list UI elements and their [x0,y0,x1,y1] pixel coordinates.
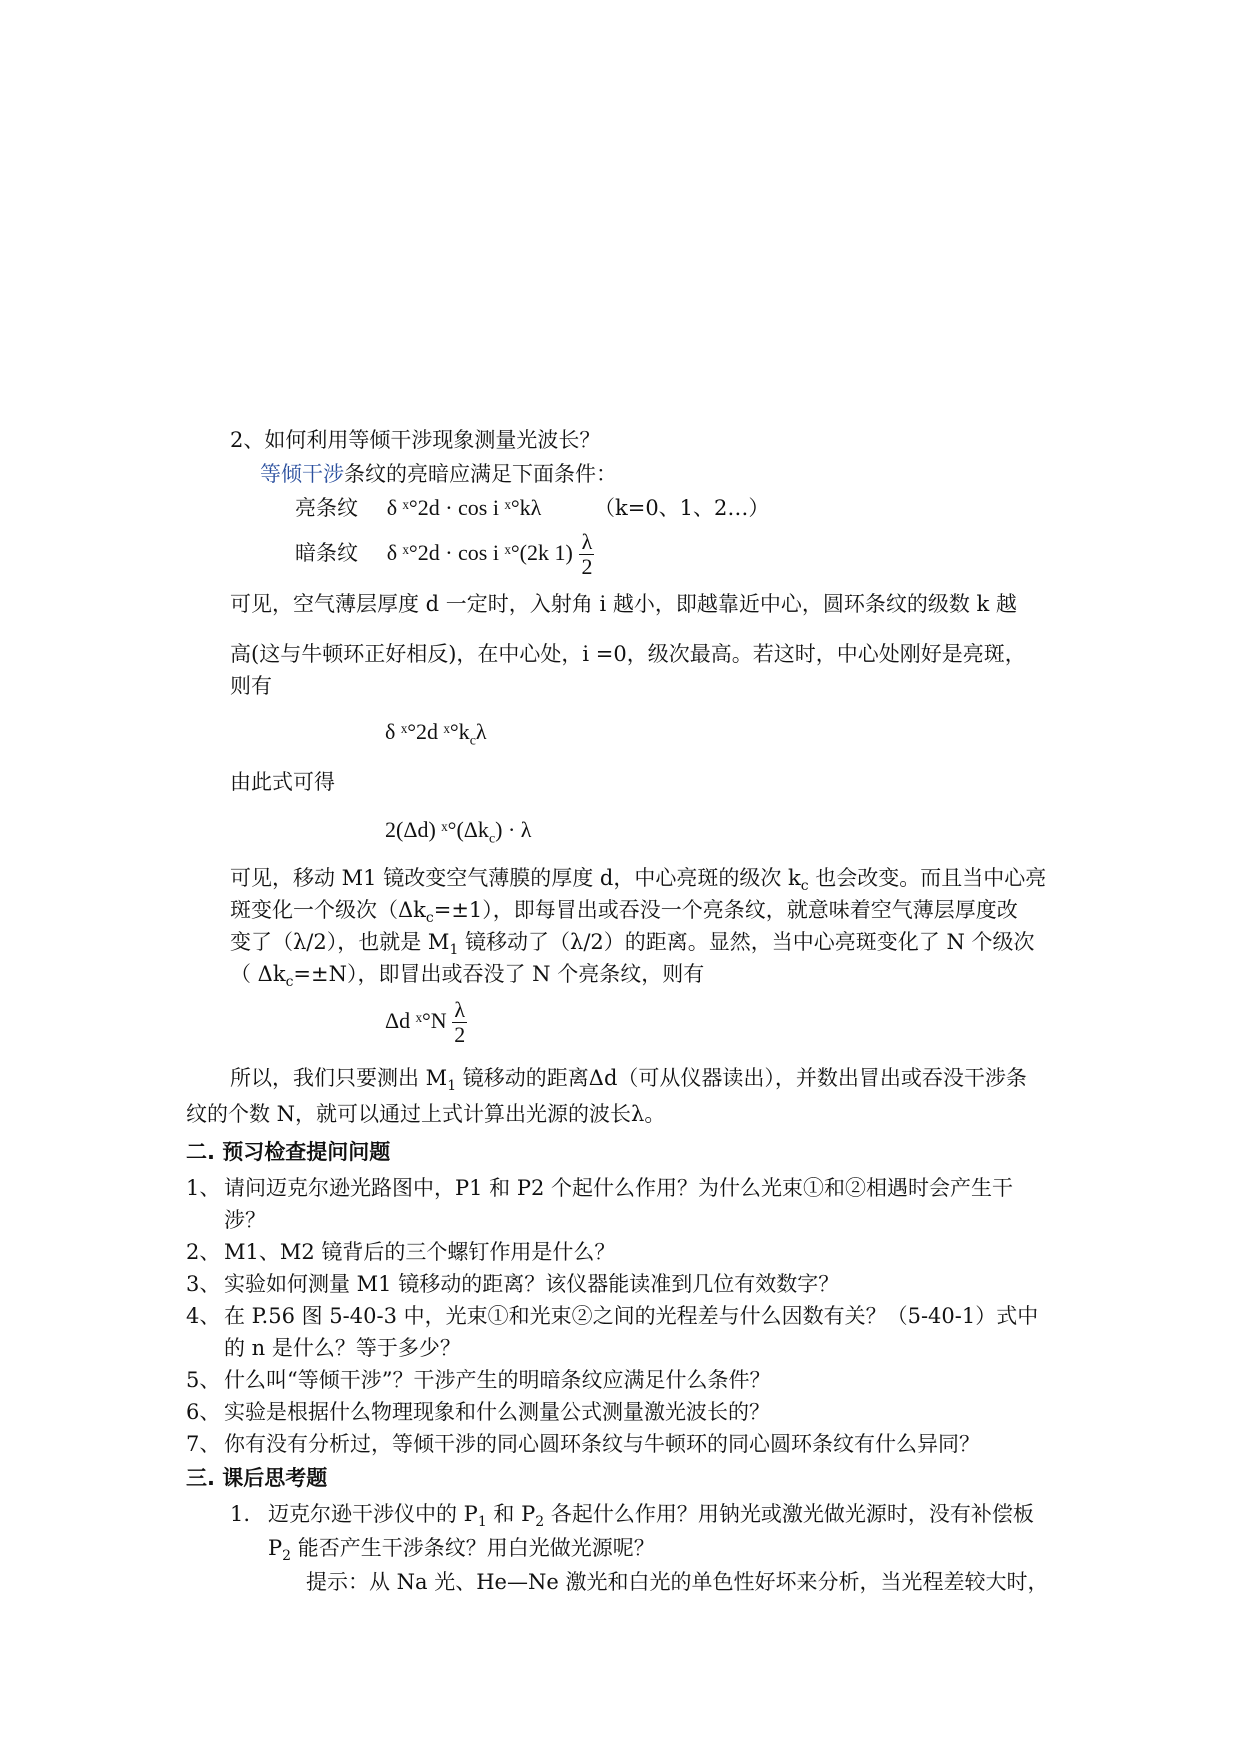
final-formula [385,996,467,1047]
s3-q1-num: 1. [230,1502,251,1526]
final-denominator: 2 [454,1022,466,1048]
bright-fringe-row [295,494,769,522]
s2-item1-line1: 请问迈克尔逊光路图中，P1 和 P2 个起什么作用？为什么光束①和②相遇时会产生干 [224,1176,1014,1200]
para2-line2-a: 斑变化一个级次（Δk [230,898,426,922]
s2-item4-line2: 的 n 是什么？等于多少？ [224,1336,461,1360]
s2-item6-line1: 实验是根据什么物理现象和什么测量公式测量激光波长的？ [224,1400,770,1424]
s3-q1-line1 [268,1500,1034,1536]
conclusion-line1-sub: 1 [447,1078,457,1095]
final-formula-main: Δd ˣ°N [385,1008,447,1033]
conclusion-line1 [230,1064,1027,1100]
dark-denominator: 2 [581,554,593,579]
s3-q1-line1-c: 各起什么作用？用钠光或激光做光源时，没有补偿板 [544,1502,1034,1526]
para2-line2-sub: c [425,910,434,927]
para2-line3-a: 变了（λ/2），也就是 M [230,930,450,954]
derive-text: 由此式可得 [230,770,335,794]
para2-line2 [230,896,1018,932]
para2-line2-b: =±1），即每冒出或吞没一个亮条纹，就意味着空气薄层厚度改 [433,898,1018,922]
s2-item6-num: 6、 [186,1400,221,1424]
s2-item4-num: 4、 [186,1304,221,1328]
s3-q1-line2 [268,1534,655,1570]
para2-line4 [230,960,704,996]
intro-rest: 条纹的亮暗应满足下面条件： [344,462,617,486]
para1-line3: 则有 [230,674,272,698]
final-numerator: λ [452,998,467,1023]
s2-item7-line1: 你有没有分析过，等倾干涉的同心圆环条纹与牛顿环的同心圆环条纹有什么异同？ [224,1432,980,1456]
section2-heading: 二. 预习检查提问问题 [186,1140,391,1164]
bright-label: 亮条纹 [295,496,358,520]
final-fraction [452,998,467,1047]
s2-item5-num: 5、 [186,1368,221,1392]
question-2-title: 2、如何利用等倾干涉现象测量光波长？ [230,428,601,452]
conclusion-line2: 纹的个数 N，就可以通过上式计算出光源的波长λ。 [186,1102,666,1126]
s3-q1-line1-a: 迈克尔逊干涉仪中的 P [268,1502,478,1526]
para2-line1-tail: 也会改变。而且当中心亮 [808,866,1047,890]
delta-formula-sub: c [488,831,496,847]
dark-fringe-row [295,528,594,579]
s3-q1-line2-b: 能否产生干涉条纹？用白光做光源呢？ [291,1536,655,1560]
s2-item5-line1: 什么叫“等倾干涉”？干涉产生的明暗条纹应满足什么条件？ [224,1368,771,1392]
center-formula [385,718,487,755]
dark-formula: δ ˣ°2d · cos i ˣ°(2k 1) [386,540,573,565]
para2-line3 [230,928,1035,964]
s2-item1-line2: 涉？ [224,1208,266,1232]
para2-line4-sub: c [285,974,294,991]
delta-formula-tail: ) · λ [495,817,532,842]
s2-item7-num: 7、 [186,1432,221,1456]
para2-line1 [230,864,1046,900]
s2-item3-num: 3、 [186,1272,221,1296]
delta-formula-main: 2(Δd) ˣ°(Δk [385,817,489,842]
center-formula-main: δ ˣ°2d ˣ°k [385,719,470,744]
s3-q1-line1-sub1: 1 [477,1514,487,1531]
para2-line1-sub: c [800,878,809,895]
s2-item4-line1: 在 P.56 图 5-40-3 中，光束①和光束②之间的光程差与什么因数有关？（5-40-1）式中 [224,1304,1039,1328]
para2-line4-b: =±N），即冒出或吞没了 N 个亮条纹，则有 [293,962,705,986]
s2-item2-line1: M1、M2 镜背后的三个螺钉作用是什么？ [224,1240,616,1264]
s2-item2-num: 2、 [186,1240,221,1264]
s2-item1-num: 1、 [186,1176,221,1200]
s3-q1-line1-sub2: 2 [535,1514,545,1531]
bright-note: （k=0、1、2…） [594,496,770,520]
para2-line3-sub: 1 [449,942,459,959]
bright-formula: δ ˣ°2d · cos i ˣ°kλ [386,495,542,520]
delta-formula [385,816,531,853]
dark-numerator: λ [579,530,594,555]
dark-fraction [579,530,594,579]
s3-q1-line1-b: 和 P [486,1502,536,1526]
conclusion-line1-a: 所以，我们只要测出 M [230,1066,448,1090]
para2-line4-a: （ Δk [230,962,286,986]
intro-line [260,460,617,488]
center-formula-sub: c [469,733,476,749]
dark-label: 暗条纹 [295,541,358,565]
para2-line1-text: 可见，移动 M1 镜改变空气薄膜的厚度 d，中心亮斑的级次 k [230,866,801,890]
section3-heading: 三. 课后思考题 [186,1466,328,1490]
intro-link[interactable]: 等倾干涉 [260,462,344,486]
s3-hint: 提示：从 Na 光、He—Ne 激光和白光的单色性好坏来分析，当光程差较大时， [306,1570,1049,1594]
s2-item3-line1: 实验如何测量 M1 镜移动的距离？该仪器能读准到几位有效数字？ [224,1272,840,1296]
s3-q1-line2-a: P [268,1536,283,1560]
para1-line2: 高(这与牛顿环正好相反)，在中心处，i =0，级次最高。若这时，中心处刚好是亮斑， [230,642,1026,666]
para2-line3-b: 镜移动了（λ/2）的距离。显然，当中心亮斑变化了 N 个级次 [458,930,1035,954]
conclusion-line1-b: 镜移动的距离Δd（可从仪器读出），并数出冒出或吞没干涉条 [456,1066,1027,1090]
para1-line1: 可见，空气薄层厚度 d 一定时，入射角 i 越小，即越靠近中心，圆环条纹的级数 k 越 [230,592,1017,616]
center-formula-tail: λ [475,719,487,744]
s3-q1-line2-sub: 2 [282,1548,292,1565]
